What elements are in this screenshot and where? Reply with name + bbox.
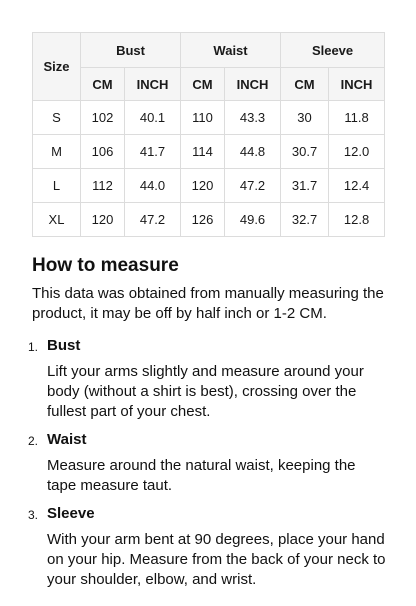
list-item bbox=[28, 504, 388, 590]
step-description: Lift your arms slightly and measure around your body (without a shirt is best), crossing over the fullest part of your chest. bbox=[47, 363, 364, 420]
table-cell: 114 bbox=[181, 135, 225, 169]
table-cell: 126 bbox=[181, 203, 225, 237]
table-cell: 44.8 bbox=[225, 135, 281, 169]
list-item bbox=[28, 336, 388, 422]
size-cell: S bbox=[33, 101, 81, 135]
table-cell: 12.8 bbox=[329, 203, 385, 237]
table-cell: 11.8 bbox=[329, 101, 385, 135]
table-cell: 30 bbox=[281, 101, 329, 135]
table-cell: 47.2 bbox=[225, 169, 281, 203]
table-cell: 12.0 bbox=[329, 135, 385, 169]
table-cell: 41.7 bbox=[125, 135, 181, 169]
table-row bbox=[33, 169, 385, 203]
table-row bbox=[33, 203, 385, 237]
table-row bbox=[33, 135, 385, 169]
step-title: Sleeve bbox=[47, 505, 95, 522]
table-cell: 106 bbox=[81, 135, 125, 169]
table-cell: 44.0 bbox=[125, 169, 181, 203]
table-cell: 31.7 bbox=[281, 169, 329, 203]
table-cell: 43.3 bbox=[225, 101, 281, 135]
table-cell: 120 bbox=[181, 169, 225, 203]
table-cell: 40.1 bbox=[125, 101, 181, 135]
table-cell: 102 bbox=[81, 101, 125, 135]
size-cell: XL bbox=[33, 203, 81, 237]
step-title: Bust bbox=[47, 337, 81, 354]
unit-header: INCH bbox=[225, 68, 281, 101]
size-cell: L bbox=[33, 169, 81, 203]
how-to-measure-heading: How to measure bbox=[32, 255, 179, 276]
table-cell: 120 bbox=[81, 203, 125, 237]
table-cell: 32.7 bbox=[281, 203, 329, 237]
table-cell: 110 bbox=[181, 101, 225, 135]
size-chart-table bbox=[32, 32, 385, 237]
list-item bbox=[28, 430, 388, 496]
step-description: With your arm bent at 90 degrees, place your hand on your hip. Measure from the back of your neck to your shoulder, elbow, and wrist. bbox=[47, 531, 386, 588]
table-units-row bbox=[33, 68, 385, 101]
table-cell: 47.2 bbox=[125, 203, 181, 237]
unit-header: CM bbox=[81, 68, 125, 101]
table-row bbox=[33, 101, 385, 135]
table-cell: 30.7 bbox=[281, 135, 329, 169]
table-cell: 12.4 bbox=[329, 169, 385, 203]
step-description: Measure around the natural waist, keeping the tape measure taut. bbox=[47, 457, 356, 494]
measurement-disclaimer: This data was obtained from manually measuring the product, it may be off by half inch or 1-2 CM. bbox=[32, 285, 384, 322]
measurement-steps-list bbox=[28, 336, 388, 598]
table-cell: 49.6 bbox=[225, 203, 281, 237]
table-header-row bbox=[33, 33, 385, 68]
waist-group-header: Waist bbox=[181, 33, 281, 68]
bust-group-header: Bust bbox=[81, 33, 181, 68]
step-title: Waist bbox=[47, 431, 87, 448]
table-cell: 112 bbox=[81, 169, 125, 203]
size-column-header: Size bbox=[33, 33, 81, 101]
sleeve-group-header: Sleeve bbox=[281, 33, 385, 68]
unit-header: INCH bbox=[329, 68, 385, 101]
unit-header: INCH bbox=[125, 68, 181, 101]
unit-header: CM bbox=[181, 68, 225, 101]
unit-header: CM bbox=[281, 68, 329, 101]
size-cell: M bbox=[33, 135, 81, 169]
step-number: 1. bbox=[28, 340, 39, 354]
step-number: 3. bbox=[28, 508, 39, 522]
step-number: 2. bbox=[28, 434, 39, 448]
